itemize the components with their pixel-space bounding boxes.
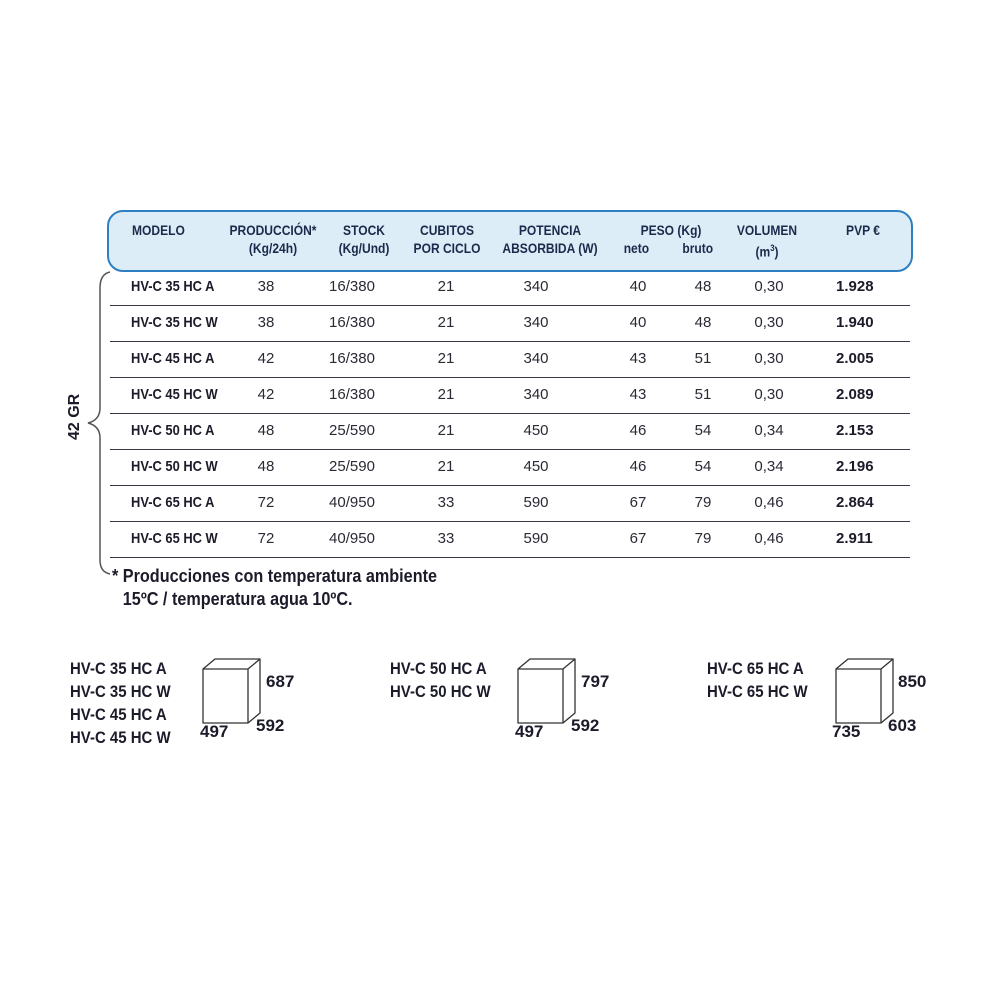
header-modelo: MODELO xyxy=(132,222,185,238)
dimension-models-2: HV-C 50 HC A HV-C 50 HC W xyxy=(390,659,491,701)
table-row: HV-C 35 HC A 38 16/380 21 340 40 48 0,30 1.928 xyxy=(110,270,910,306)
dimension-height-3: 850 xyxy=(898,672,927,691)
dimension-depth-2: 592 xyxy=(571,716,600,735)
dimension-models-3: HV-C 65 HC A HV-C 65 HC W xyxy=(707,659,808,701)
header-peso-bruto: bruto xyxy=(682,240,714,256)
footnote: * Producciones con temperatura ambiente 15ºC / temperatura agua 10ºC. xyxy=(112,566,437,609)
cabinet-box-icon xyxy=(200,655,264,727)
header-stock: STOCK (Kg/Und) xyxy=(338,222,390,256)
header-peso-neto: neto xyxy=(623,240,650,256)
dimension-depth-1: 592 xyxy=(256,716,285,735)
table-row: HV-C 50 HC A 48 25/590 21 450 46 54 0,34 2.153 xyxy=(110,414,910,450)
header-produccion: PRODUCCIÓN* (Kg/24h) xyxy=(229,222,317,256)
table-row: HV-C 65 HC W 72 40/950 33 590 67 79 0,46 2.911 xyxy=(110,522,910,558)
table-row: HV-C 50 HC W 48 25/590 21 450 46 54 0,34 2.196 xyxy=(110,450,910,486)
cabinet-box-icon xyxy=(515,655,579,727)
table-row: HV-C 45 HC W 42 16/380 21 340 43 51 0,30 2.089 xyxy=(110,378,910,414)
header-pvp: PVP € xyxy=(846,222,880,238)
dimension-models-1: HV-C 35 HC A HV-C 35 HC W HV-C 45 HC A HV-C 45 HC W xyxy=(70,659,171,747)
dimension-height-2: 797 xyxy=(581,672,610,691)
table-row: HV-C 65 HC A 72 40/950 33 590 67 79 0,46 2.864 xyxy=(110,486,910,522)
header-volumen: VOLUMEN $(m^3)$ xyxy=(736,222,798,260)
header-potencia: POTENCIA ABSORBIDA (W) xyxy=(502,222,598,256)
dimension-depth-3: 603 xyxy=(888,716,917,735)
dimension-width-1: 497 xyxy=(200,722,229,741)
table-row: HV-C 45 HC A 42 16/380 21 340 43 51 0,30 2.005 xyxy=(110,342,910,378)
dimension-width-3: 735 xyxy=(832,722,861,741)
header-cubitos: CUBITOS POR CICLO xyxy=(413,222,481,256)
group-label: 42 GR xyxy=(66,393,83,440)
dimension-height-1: 687 xyxy=(266,672,295,691)
header-peso: PESO (Kg) neto bruto xyxy=(623,222,714,256)
table-row: HV-C 35 HC W 38 16/380 21 340 40 48 0,30 1.940 xyxy=(110,306,910,342)
dimension-width-2: 497 xyxy=(515,722,544,741)
